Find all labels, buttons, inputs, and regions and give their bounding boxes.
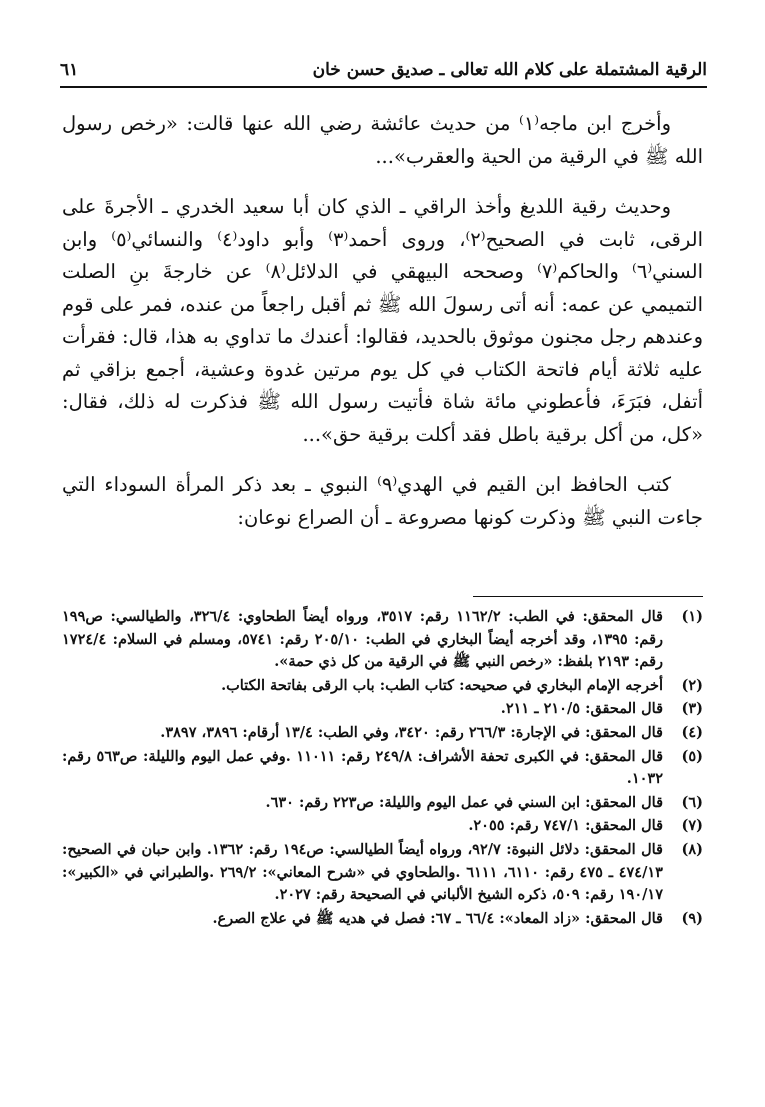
footnote-number: (٢) — [681, 676, 703, 694]
footnote — [62, 746, 703, 791]
footnote-rule — [473, 596, 703, 597]
footnote-text: قال المحقق: في الكبرى تحفة الأشراف: ٢٤٩/٨ رقم: ١١٠١١ .وفي عمل اليوم والليلة: ص٥٦٣ رقم: ١٠٣٢. — [62, 747, 664, 788]
footnote-text: أخرجه الإمام البخاري في صحيحه: كتاب الطب: باب الرقى بفاتحة الكتاب. — [221, 676, 663, 694]
footnote-number: (٦) — [681, 793, 703, 811]
footnote — [62, 722, 703, 745]
footnote-number: (٩) — [681, 909, 703, 927]
page-number: ٦١ — [60, 60, 79, 80]
footnote — [62, 675, 703, 698]
footnote — [62, 698, 703, 721]
main-text — [62, 108, 703, 552]
footnote — [62, 606, 703, 674]
footnote — [62, 839, 703, 907]
footnote-number: (١) — [681, 608, 703, 625]
footnote — [62, 815, 703, 838]
footnote-text: قال المحقق: ٧٤٧/١ رقم: ٢٠٥٥. — [468, 817, 663, 835]
footnote-text: قال المحقق: «زاد المعاد»: ٦٦/٤ ـ ٦٧: فصل في هديه ﷺ في علاج الصرع. — [212, 909, 663, 927]
footnotes — [62, 606, 703, 931]
footnote-number: (٣) — [681, 700, 703, 718]
footnote — [62, 792, 703, 815]
page-header — [60, 52, 707, 86]
footnote-number: (٥) — [681, 747, 703, 765]
paragraph-ruqyah-hadith: وحديث رقية اللديغ وأخذ الراقي ـ الذي كان أبا سعيد الخدري ـ الأجرةَ على الرقى، ثابت في الصحيح⁽٢⁾، وروى أحمد⁽٣⁾ وأبو داود⁽٤⁾ والنسائي⁽٥⁾ وابن السني⁽٦⁾ والحاكم⁽٧⁾ وصححه البيهقي في الدلائل⁽٨⁾ عن خارجةَ بنِ الصلت التميمي عن عمه: أنه أتى رسولَ الله ﷺ ثم أقبل راجعاً من عنده، فمر على قوم وعندهم رجل مجنون موثوق بالحديد، فقالوا: أعندك ما تداوي به هذا، قال: فقرأت عليه ثلاثة أيام فاتحة الكتاب في كل يوم مرتين غدوة وعشية، أجمع بزاقي ثم أتفل، فبَرَءَ، فأعطوني مائة شاة فأتيت رسول الله ﷺ فذكرت له ذلك، فقال: «كل، من أكل برقية باطل فقد أكلت برقية حق»... — [62, 195, 703, 446]
header-rule — [60, 86, 707, 88]
footnote-number: (٨) — [681, 840, 703, 858]
footnote-text: قال المحقق: في الطب: ١١٦٢/٢ رقم: ٣٥١٧، ورواه أيضاً الطحاوي: ٣٢٦/٤، والطيالسي: ص١٩٩ رقم: ١٣٩٥، وقد أخرجه أيضاً البخاري في الطب: ٢٠٥/١٠ رقم: ٥٧٤١، ومسلم في السلام: ١٧٢٤/٤ رقم: ٢١٩٣ بلفظ: «رخص النبي ﷺ في الرقية من كل ذي حمة». — [62, 608, 664, 671]
footnote-text: قال المحقق: دلائل النبوة: ٩٢/٧، ورواه أيضاً الطيالسي: ص١٩٤ رقم: ١٣٦٢. وابن حبان في الصحيح: ٤٧٤/١٣ ـ ٤٧٥ رقم: ٦١١٠، ٦١١١ .والطحاوي في «شرح المعاني»: ٢٦٩/٢ .والطبراني في «الكبير»: ١٩٠/١٧ رقم: ٥٠٩، ذكره الشيخ الألباني في الصحيحة رقم: ٢٠٢٧. — [62, 840, 663, 904]
footnote-text: قال المحقق: في الإجارة: ٢٦٦/٣ رقم: ٣٤٢٠، وفي الطب: ١٣/٤ أرقام: ٣٨٩٦، ٣٨٩٧. — [160, 723, 663, 741]
footnote-text: قال المحقق: ابن السني في عمل اليوم والليلة: ص٢٢٣ رقم: ٦٣٠. — [265, 793, 663, 811]
paragraph-ibn-majah: وأخرج ابن ماجه⁽١⁾ من حديث عائشة رضي الله عنها قالت: «رخص رسول الله ﷺ في الرقية من الحية والعقرب»... — [62, 112, 703, 168]
paragraph-ibn-alqayyim: كتب الحافظ ابن القيم في الهدي⁽٩⁾ النبوي ـ بعد ذكر المرأة السوداء التي جاءت النبي ﷺ وذكرت كونها مصروعة ـ أن الصراع نوعان: — [62, 473, 703, 529]
footnote-text: قال المحقق: ٢١٠/٥ ـ ٢١١. — [500, 700, 663, 718]
footnote — [62, 908, 703, 931]
footnote-number: (٧) — [681, 817, 703, 835]
footnote-number: (٤) — [681, 723, 703, 741]
running-title: الرقية المشتملة على كلام الله تعالى ـ صديق حسن خان — [312, 60, 707, 80]
